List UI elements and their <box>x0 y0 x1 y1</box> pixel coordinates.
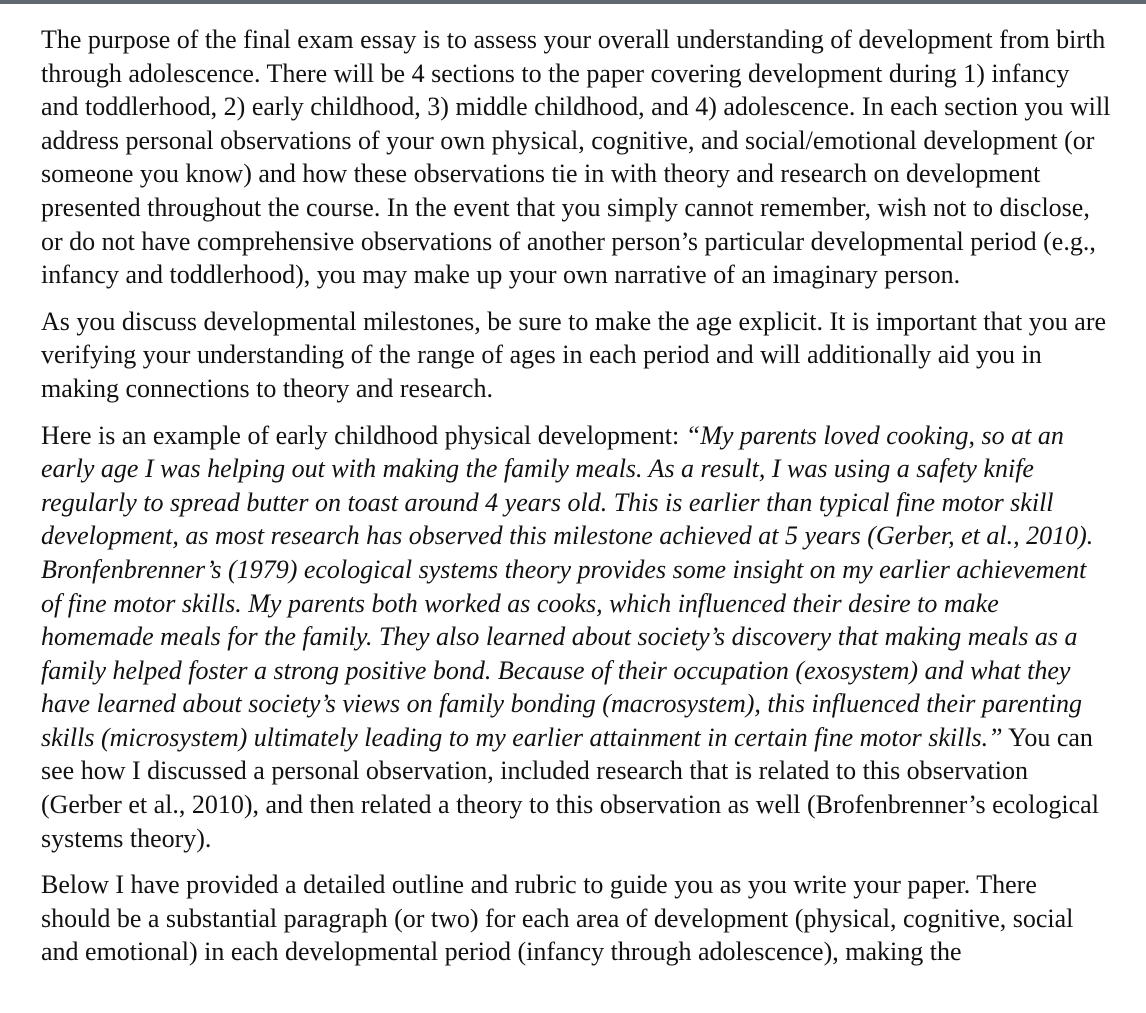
window-top-border <box>0 0 1146 4</box>
paragraph-example <box>41 419 1111 856</box>
example-quote-text: “My parents loved cooking, so at an early age I was helping out with making the family meals. As a result, I was using a safety knife regularly to spread butter on toast around 4 years old. This is earlier than typical fine motor skill development, as most research has observed this milestone achieved at 5 years (Gerber, et al., 2010). Bronfenbrenner’s (1979) ecological systems theory provides some insight on my earlier achievement of fine motor skills. My parents both worked as cooks, which influenced their desire to make homemade meals for the family. They also learned about society’s discovery that making meals as a family helped foster a strong positive bond. Because of their occupation (exosystem) and what they have learned about society’s views on family bonding (macrosystem), this influenced their parenting skills (microsystem) ultimately leading to my earlier attainment in certain fine motor skills.” <box>41 420 1094 752</box>
document-body <box>41 23 1111 982</box>
example-intro-text: Here is an example of early childhood physical development: <box>41 420 686 450</box>
paragraph-purpose: The purpose of the final exam essay is to assess your overall understanding of development from birth through adolescence. There will be 4 sections to the paper covering development during 1) infancy and toddlerhood, 2) early childhood, 3) middle childhood, and 4) adolescence. In each section you will address personal observations of your own physical, cognitive, and social/emotional development (or someone you know) and how these observations tie in with theory and research on development presented throughout the course. In the event that you simply cannot remember, wish not to disclose, or do not have comprehensive observations of another person’s particular developmental period (e.g., infancy and toddlerhood), you may make up your own narrative of an imaginary person. <box>41 25 1111 290</box>
paragraph-age-milestones: As you discuss developmental milestones, be sure to make the age explicit. It is important that you are verifying your understanding of the range of ages in each period and will additionally aid you in making connections to theory and research. <box>41 306 1107 403</box>
example-conclusion-text: You can see how I discussed a personal observation, included research that is related to this observation (Gerber et al., 2010), and then related a theory to this observation as well (Brofenbrenner’s ecological systems theory). <box>41 722 1099 853</box>
paragraph-outline-rubric: Below I have provided a detailed outline and rubric to guide you as you write your paper. There should be a substantial paragraph (or two) for each area of development (physical, cognitive, social and emotional) in each developmental period (infancy through adolescence), making the <box>41 870 1074 967</box>
